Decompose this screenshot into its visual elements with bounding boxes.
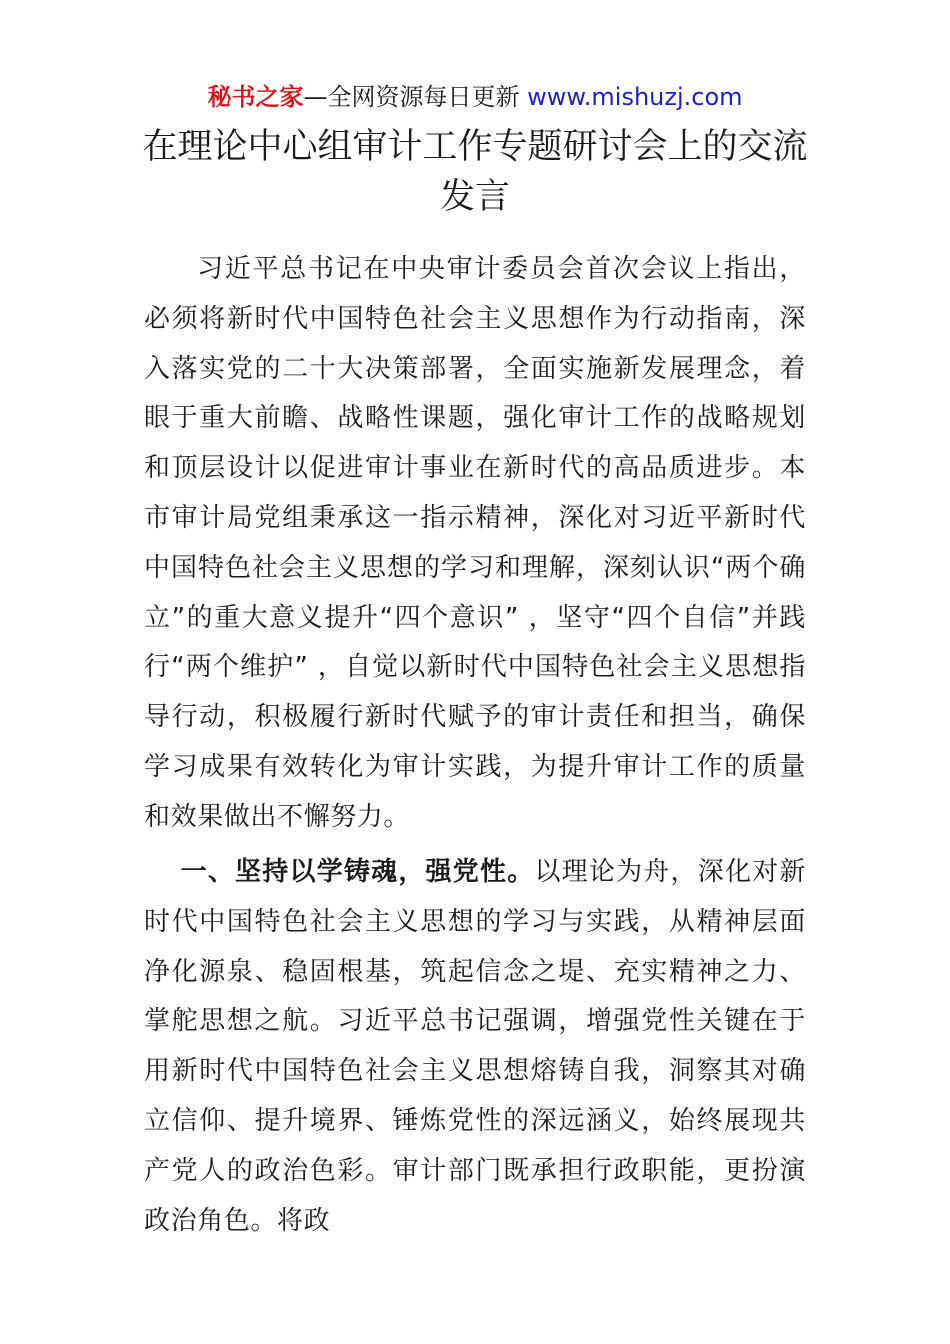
site-tagline: —全网资源每日更新 (303, 83, 528, 111)
paragraph-text: 以理论为舟，深化对新时代中国特色社会主义思想的学习与实践，从精神层面净化源泉、稳固根基，筑起信念之堤、充实精神之力、掌舵思想之航。习近平总书记强调，增强党性关键在于用新时代中国特色社会主义思想熔铸自我，洞察其对确立信仰、提升境界、锤炼党性的深远涵义，始终展现共产党人的政治色彩。审计部门既承担行政职能，更扮演政治角色。将政 (144, 857, 806, 1236)
document-title: 在理论中心组审计工作专题研讨会上的交流发言 (142, 127, 808, 217)
paragraph-section-1 (144, 848, 806, 1246)
site-header (0, 80, 950, 114)
paragraph-intro (144, 245, 806, 843)
section-heading: 一、坚持以学铸魂，强党性。 (180, 857, 535, 887)
site-name: 秘书之家 (207, 83, 304, 111)
site-url-link[interactable]: www.mishuzj.com (527, 83, 743, 111)
paragraph-text: 习近平总书记在中央审计委员会首次会议上指出，必须将新时代中国特色社会主义思想作为行动指南，深入落实党的二十大决策部署，全面实施新发展理念，着眼于重大前瞻、战略性课题，强化审计工作的战略规划和顶层设计以促进审计事业在新时代的高品质进步。本市审计局党组秉承这一指示精神，深化对习近平新时代中国特色社会主义思想的学习和理解，深刻认识“两个确立”的重大意义提升“四个意识” ，坚守“四个自信”并践行“两个维护” ，自觉以新时代中国特色社会主义思想指导行动，积极履行新时代赋予的审计责任和担当，确保学习成果有效转化为审计实践，为提升审计工作的质量和效果做出不懈努力。 (144, 254, 806, 832)
